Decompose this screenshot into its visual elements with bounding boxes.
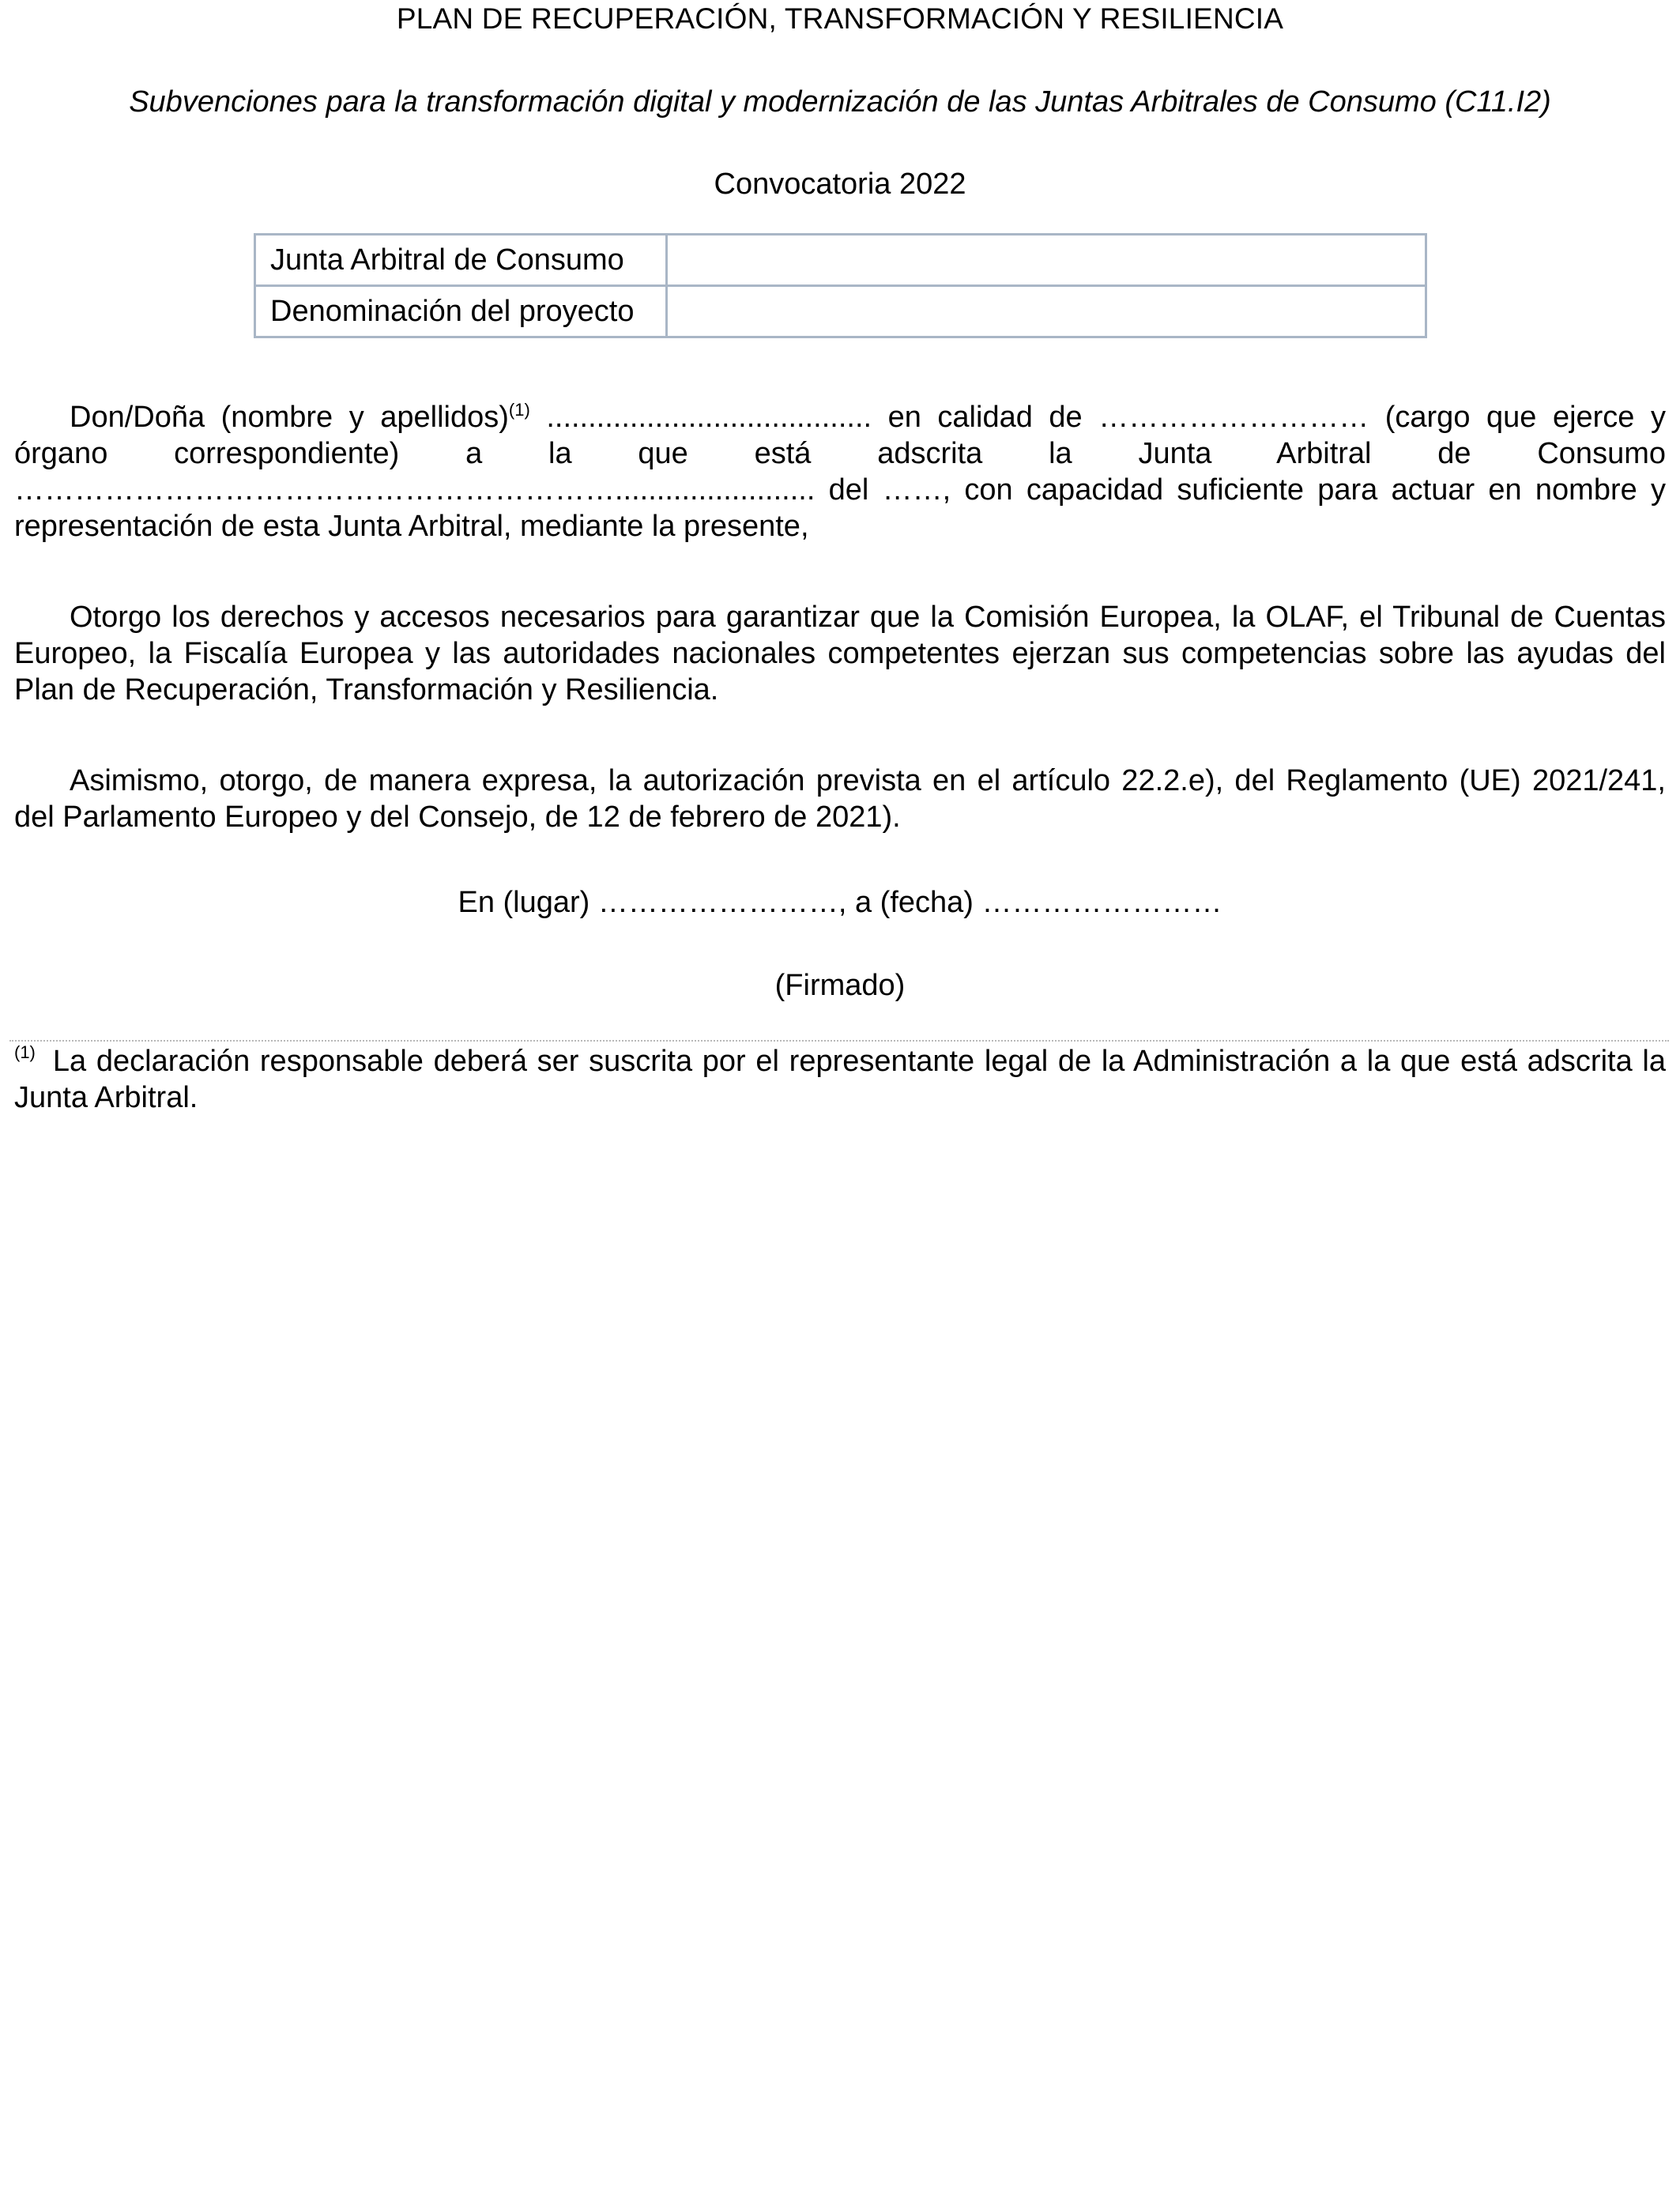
junta-arbitral-label: Junta Arbitral de Consumo (255, 235, 667, 286)
table-row (255, 286, 1426, 337)
declarant-lead-text: Don/Doña (nombre y apellidos) (70, 401, 509, 434)
footnote-marker: (1) (14, 1042, 36, 1062)
declarant-rest-text: ....................................... en calidad de ……………………… (cargo que ejerce y órgano correspondiente) a la que está adscrita la Junta Arbitral de Consumo ……………………………………………………........................ del ……, con capacidad suficiente para actuar en nombre y representación de esta Junta Arbitral, mediante la presente, (14, 401, 1666, 543)
signature-line: (Firmado) (774, 969, 906, 1002)
table-row (255, 235, 1426, 286)
denominacion-proyecto-value (667, 286, 1426, 337)
project-info-table (254, 233, 1427, 338)
document-title: PLAN DE RECUPERACIÓN, TRANSFORMACIÓN Y RESILIENCIA (396, 2, 1284, 35)
access-rights-paragraph (14, 599, 1666, 708)
declaration-paragraph (14, 399, 1666, 544)
junta-arbitral-value (667, 235, 1426, 286)
document-subtitle: Subvenciones para la transformación digital y modernización de las Juntas Arbitrales de Consumo (C11.I2) (129, 85, 1551, 119)
footnote (14, 1043, 1666, 1116)
authorization-text: Asimismo, otorgo, de manera expresa, la autorización prevista en el artículo 22.2.e), del Reglamento (UE) 2021/241, del Parlamento Europeo y del Consejo, de 12 de febrero de 2021). (14, 764, 1666, 834)
authorization-paragraph (14, 763, 1666, 835)
footnote-text: La declaración responsable deberá ser suscrita por el representante legal de la Administración a la que está adscrita la Junta Arbitral. (14, 1045, 1666, 1114)
footnote-separator (9, 1040, 1669, 1042)
convocatoria-heading: Convocatoria 2022 (714, 168, 966, 201)
place-date-line: En (lugar) ……………………, a (fecha) …………………… (458, 886, 1222, 919)
denominacion-proyecto-label: Denominación del proyecto (255, 286, 667, 337)
access-rights-text: Otorgo los derechos y accesos necesarios para garantizar que la Comisión Europea, la OLAF, el Tribunal de Cuentas Europeo, la Fiscalía Europea y las autoridades nacionales competentes ejerzan sus competencias sobre las ayudas del Plan de Recuperación, Transformación y Resiliencia. (14, 601, 1666, 706)
footnote-reference: (1) (508, 400, 530, 420)
